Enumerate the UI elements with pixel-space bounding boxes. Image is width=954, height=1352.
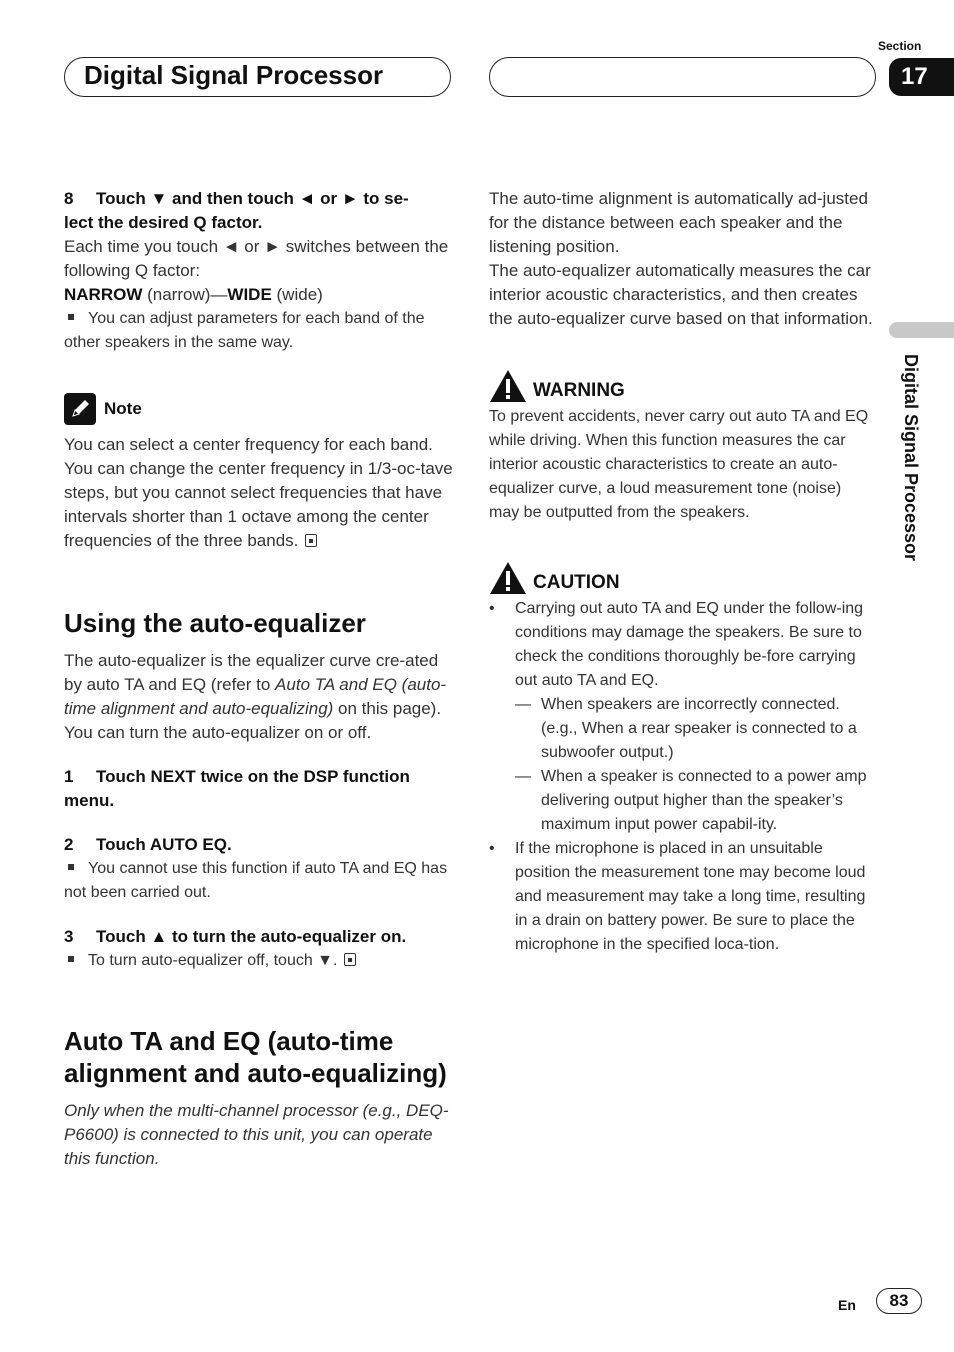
side-tab-marker (889, 322, 954, 338)
q-narrow: NARROW (64, 285, 143, 304)
step-8-line2: lect the desired Q factor. (64, 213, 263, 232)
caution-bullet-1: • Carrying out auto TA and EQ under the follow-ing conditions may damage the speakers. Be sure to check the conditions thoroughly be-fore carrying out auto TA and EQ. (489, 600, 864, 689)
heading-auto-ta-eq: Auto TA and EQ (auto-time alignment and auto-equalizing) (64, 1026, 447, 1088)
q-wide-desc: (wide) (271, 285, 323, 304)
right-paragraph-2: The auto-equalizer automatically measures the car interior acoustic characteristics, and then creates the auto-equalizer curve based on that information. (489, 261, 873, 328)
auto-ta-reference: Auto TA and EQ (auto-time alignment and auto-equalizing) (64, 675, 447, 718)
square-bullet-icon (68, 864, 74, 870)
warning-text: To prevent accidents, never carry out auto TA and EQ while driving. When this function measures the car interior acoustic characteristics to create an auto-equalizer curve, a loud measurement tone (noise) may be outputted from the speakers. (489, 408, 869, 521)
note-label: Note (104, 399, 142, 418)
note-text: You can select a center frequency for each band. You can change the center frequency in 1/3-oc-tave steps, but you cannot select frequencies that have intervals shorter than 1 octave among the center frequencies of the three bands. (64, 435, 453, 550)
square-bullet-icon (68, 314, 74, 320)
right-column (489, 187, 875, 957)
q-narrow-desc: (narrow)— (142, 285, 228, 304)
warning-triangle-icon (489, 369, 527, 403)
step-8-line1: Touch ▼ and then touch ◄ or ► to se- (96, 189, 409, 208)
caution-heading (489, 561, 875, 595)
step-1-heading: 1 Touch NEXT twice on the DSP function menu. (64, 767, 410, 810)
header-blank-pill (489, 57, 876, 97)
caution-triangle-icon (489, 561, 527, 595)
section-number: 17 (889, 58, 954, 96)
footer-language: En (838, 1297, 856, 1313)
auto-ta-intro: Only when the multi-channel processor (e.g., DEQ-P6600) is connected to this unit, you can operate this function. (64, 1101, 449, 1168)
step-2-bullet: You cannot use this function if auto TA and EQ has not been carried out. (64, 860, 448, 901)
warning-heading (489, 369, 875, 403)
caution-label: CAUTION (533, 572, 620, 593)
auto-eq-paragraph-2: You can turn the auto-equalizer on or off. (64, 723, 372, 742)
auto-eq-paragraph-1: The auto-equalizer is the equalizer curve cre-ated by auto TA and EQ (refer to Auto TA and EQ (auto-time alignment and auto-equalizing) on this page). (64, 651, 447, 718)
side-tab-label: Digital Signal Processor (901, 354, 921, 562)
step-8-bullet: You can adjust parameters for each band of the other speakers in the same way. (64, 310, 425, 351)
left-column (64, 187, 454, 1171)
caution-dash-1: — When speakers are incorrectly connected. (e.g., When a rear speaker is connected to a subwoofer output.) (515, 696, 857, 761)
page-header-title: Digital Signal Processor (84, 60, 384, 90)
step-8-number: 8 (64, 189, 74, 208)
caution-bullet-2: • If the microphone is placed in an unsuitable position the measurement tone may become loud and measurement may take a long time, resulting in a drain on battery power. Be sure to place the microphone in the specified loca-tion. (489, 840, 866, 953)
note-heading (64, 393, 454, 425)
section-label: Section (878, 39, 922, 53)
step-3-heading: 3 Touch ▲ to turn the auto-equalizer on. (64, 927, 407, 946)
heading-using-auto-equalizer: Using the auto-equalizer (64, 608, 366, 638)
step-2-heading: 2 Touch AUTO EQ. (64, 835, 232, 854)
q-wide: WIDE (227, 285, 272, 304)
end-mark-icon (344, 953, 356, 966)
step-8-body: Each time you touch ◄ or ► switches between the following Q factor: (64, 237, 449, 280)
q-factor-options (64, 283, 454, 307)
square-bullet-icon (68, 956, 74, 962)
step-3-bullet: To turn auto-equalizer off, touch ▼. (64, 949, 454, 973)
warning-label: WARNING (533, 380, 625, 401)
caution-dash-2: — When a speaker is connected to a power amp delivering output higher than the speaker’s maximum input power capabil-ity. (515, 768, 867, 833)
step-8-heading (64, 187, 454, 235)
end-mark-icon (305, 534, 317, 547)
page-number: 83 (876, 1288, 922, 1314)
pencil-note-icon (64, 393, 96, 425)
right-paragraph-1: The auto-time alignment is automatically ad-justed for the distance between each speaker and the listening position. (489, 189, 868, 256)
